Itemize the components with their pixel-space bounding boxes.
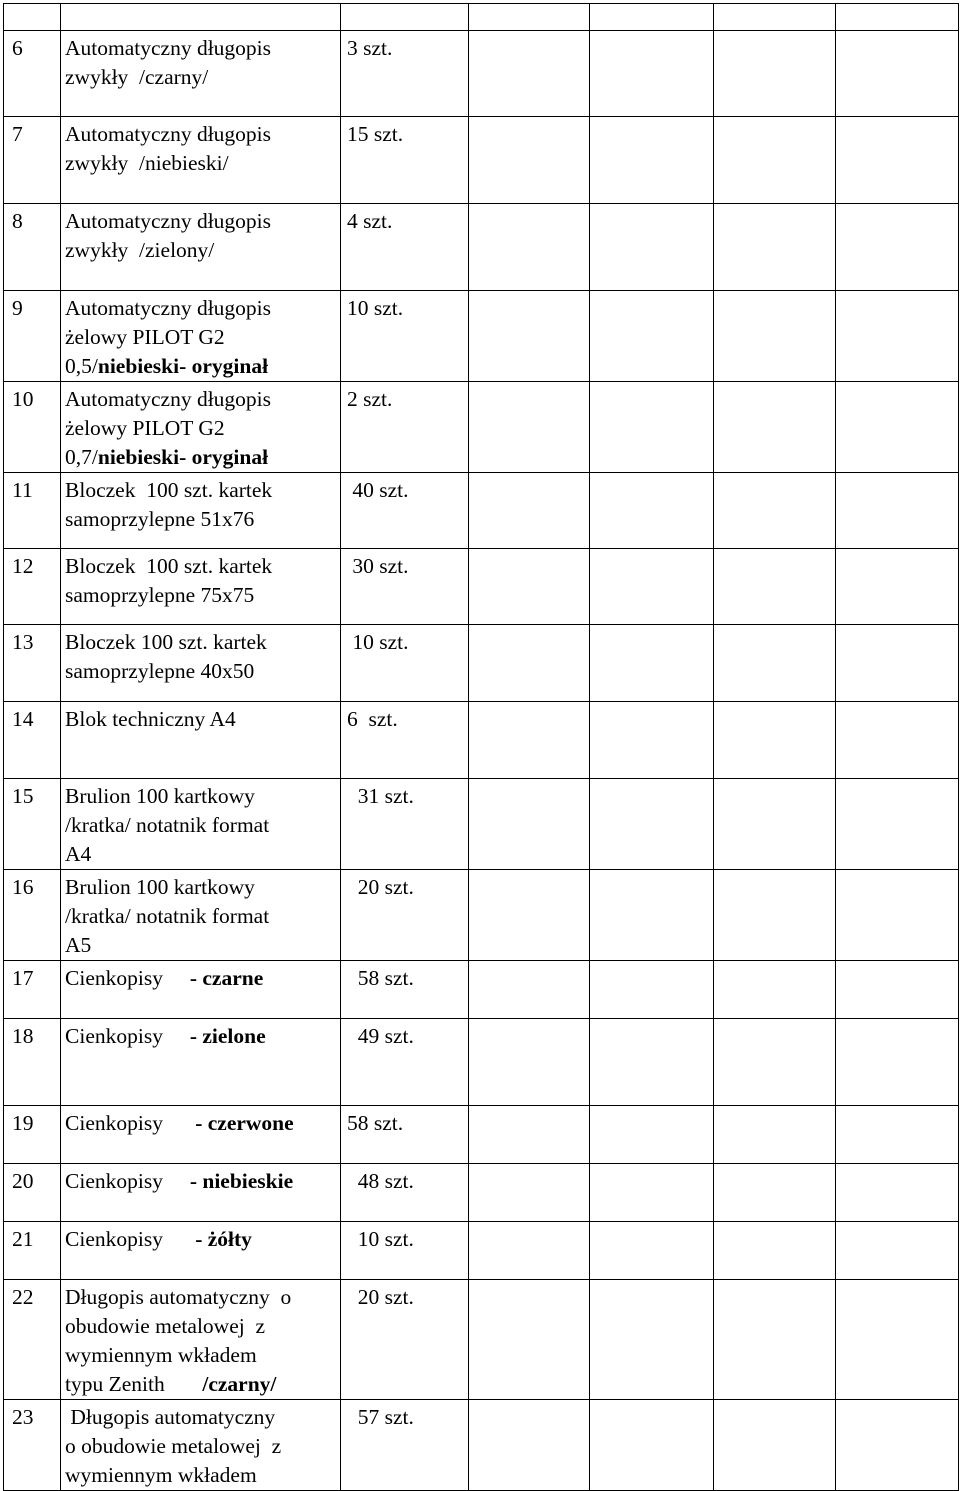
table-row: [4, 382, 959, 473]
table-row: [4, 702, 959, 779]
table-row: [4, 549, 959, 625]
item-number: 8: [4, 204, 61, 291]
item-number: 18: [4, 1019, 61, 1106]
item-number: 12: [4, 549, 61, 625]
item-number: 16: [4, 870, 61, 961]
item-name: Brulion 100 kartkowy /kratka/ notatnik format A4: [61, 779, 341, 870]
item-quantity: 20 szt.: [341, 1280, 469, 1400]
item-name: Bloczek 100 szt. kartek samoprzylepne 75x75: [61, 549, 341, 625]
item-number: 19: [4, 1106, 61, 1164]
item-name: Bloczek 100 szt. kartek samoprzylepne 40x50: [61, 625, 341, 702]
item-name: Cienkopisy - niebieskie: [61, 1164, 341, 1222]
item-number: 6: [4, 31, 61, 117]
item-quantity: 15 szt.: [341, 117, 469, 204]
table-row: [4, 291, 959, 382]
item-name: Długopis automatyczny o obudowie metalowej z wymiennym wkładem: [61, 1400, 341, 1491]
item-name: Cienkopisy - zielone: [61, 1019, 341, 1106]
table-row: [4, 779, 959, 870]
item-name: Cienkopisy - żółty: [61, 1222, 341, 1280]
item-quantity: 58 szt.: [341, 961, 469, 1019]
table-row: [4, 1222, 959, 1280]
item-quantity: 40 szt.: [341, 473, 469, 549]
item-number: 20: [4, 1164, 61, 1222]
item-quantity: 31 szt.: [341, 779, 469, 870]
table-row: [4, 1400, 959, 1491]
item-name: Blok techniczny A4: [61, 702, 341, 779]
table-row: [4, 1164, 959, 1222]
item-quantity: 4 szt.: [341, 204, 469, 291]
item-quantity: 49 szt.: [341, 1019, 469, 1106]
item-name: Automatyczny długopis zwykły /niebieski/: [61, 117, 341, 204]
item-number: 15: [4, 779, 61, 870]
item-quantity: 2 szt.: [341, 382, 469, 473]
item-name: Automatyczny długopis żelowy PILOT G2 0,7/niebieski- oryginał: [61, 382, 341, 473]
item-name: Cienkopisy - czarne: [61, 961, 341, 1019]
item-number: 14: [4, 702, 61, 779]
item-name: Automatyczny długopis żelowy PILOT G2 0,5/niebieski- oryginał: [61, 291, 341, 382]
item-name: Cienkopisy - czerwone: [61, 1106, 341, 1164]
item-name: Automatyczny długopis zwykły /czarny/: [61, 31, 341, 117]
table-row: [4, 625, 959, 702]
item-quantity: 10 szt.: [341, 291, 469, 382]
item-name: Długopis automatyczny o obudowie metalowej z wymiennym wkładem typu Zenith /czarny/: [61, 1280, 341, 1400]
item-number: 10: [4, 382, 61, 473]
item-number: 7: [4, 117, 61, 204]
item-number: 22: [4, 1280, 61, 1400]
item-quantity: 3 szt.: [341, 31, 469, 117]
table-row: [4, 31, 959, 117]
table-row-header: [4, 4, 959, 31]
order-table: [3, 3, 959, 1491]
table-row: [4, 1019, 959, 1106]
item-quantity: 10 szt.: [341, 1222, 469, 1280]
table-row: [4, 1280, 959, 1400]
item-name: Automatyczny długopis zwykły /zielony/: [61, 204, 341, 291]
item-number: 13: [4, 625, 61, 702]
item-quantity: 10 szt.: [341, 625, 469, 702]
table-row: [4, 473, 959, 549]
item-quantity: 57 szt.: [341, 1400, 469, 1491]
table-row: [4, 961, 959, 1019]
item-quantity: 58 szt.: [341, 1106, 469, 1164]
item-quantity: 48 szt.: [341, 1164, 469, 1222]
item-number: 9: [4, 291, 61, 382]
table-row: [4, 204, 959, 291]
item-name: Brulion 100 kartkowy /kratka/ notatnik format A5: [61, 870, 341, 961]
item-number: 11: [4, 473, 61, 549]
item-number: 17: [4, 961, 61, 1019]
item-quantity: 20 szt.: [341, 870, 469, 961]
table-row: [4, 1106, 959, 1164]
table-row: [4, 870, 959, 961]
table-row: [4, 117, 959, 204]
item-name: Bloczek 100 szt. kartek samoprzylepne 51x76: [61, 473, 341, 549]
item-quantity: 30 szt.: [341, 549, 469, 625]
item-quantity: 6 szt.: [341, 702, 469, 779]
item-number: 23: [4, 1400, 61, 1491]
item-number: 21: [4, 1222, 61, 1280]
